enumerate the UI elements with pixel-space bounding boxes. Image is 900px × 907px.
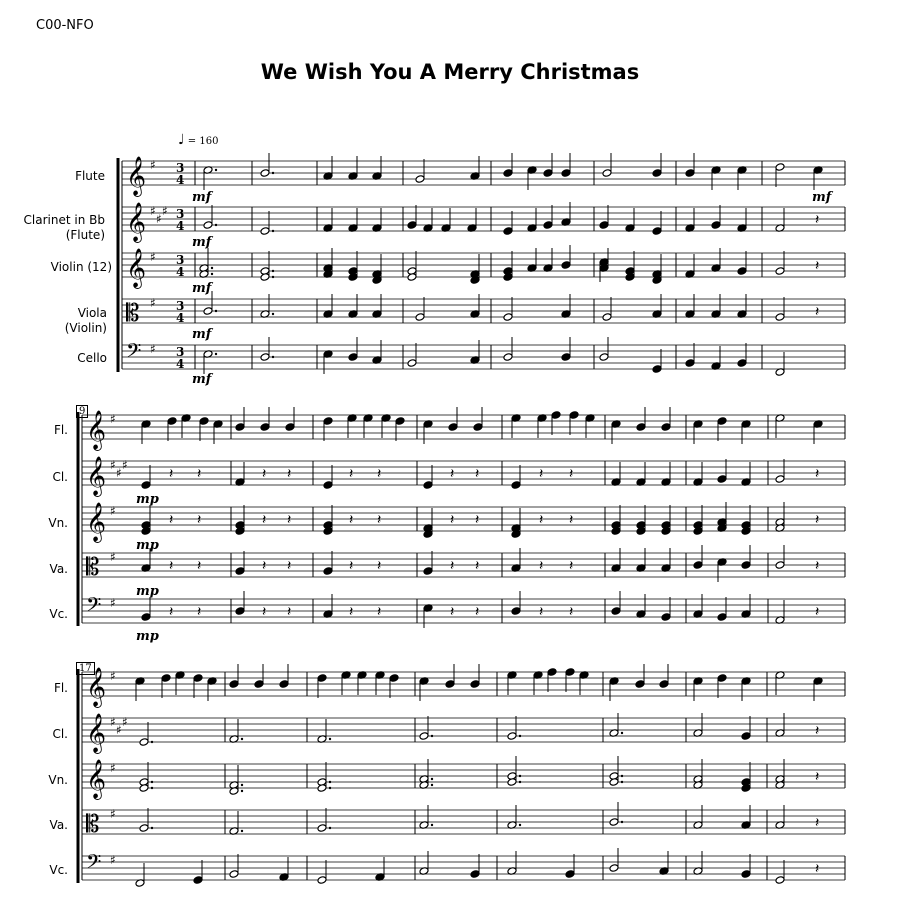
note-head: [161, 674, 171, 683]
note-head: [260, 227, 270, 236]
note-head: [625, 273, 635, 282]
dynamic-marking: mf: [192, 281, 212, 296]
instrument-label-flute-abbr: Fl.: [53, 423, 68, 437]
note-dot: [211, 267, 213, 269]
note-head: [415, 175, 425, 184]
sharp-icon: ♯: [116, 723, 122, 737]
note-dot: [241, 830, 243, 832]
note-head: [235, 527, 245, 536]
quarter-rest-icon: 𝄽: [569, 604, 574, 620]
quarter-rest-icon: 𝄽: [539, 512, 544, 528]
note-head: [235, 567, 245, 576]
note-dot: [241, 738, 243, 740]
note-head: [685, 169, 695, 178]
note-head: [415, 313, 425, 322]
quarter-rest-icon: 𝄽: [539, 604, 544, 620]
quarter-rest-icon: 𝄽: [169, 466, 174, 482]
note-head: [561, 261, 571, 270]
quarter-rest-icon: 𝄽: [569, 512, 574, 528]
note-head: [141, 481, 151, 490]
treble-clef-icon: 𝄞: [86, 410, 107, 450]
note-head: [141, 613, 151, 622]
note-head: [636, 527, 646, 536]
sharp-icon: ♯: [110, 807, 116, 821]
instrument-label-flute: Flute: [75, 169, 105, 183]
treble-clef-icon: 𝄞: [126, 248, 147, 288]
sharp-icon: ♯: [150, 342, 156, 356]
measure-number: 17: [76, 662, 95, 675]
note-head: [141, 527, 151, 536]
note-head: [507, 778, 517, 787]
note-head: [737, 359, 747, 368]
note-head: [235, 607, 245, 616]
quarter-rest-icon: 𝄽: [262, 558, 267, 574]
note-head: [407, 221, 417, 230]
dynamic-marking: mp: [136, 492, 159, 507]
note-dot: [329, 781, 331, 783]
note-head: [203, 221, 213, 230]
sharp-icon: ♯: [110, 550, 116, 564]
quarter-rest-icon: 𝄽: [377, 466, 382, 482]
note-head: [167, 417, 177, 426]
alto-clef-icon: 𝄡: [126, 299, 140, 327]
note-head: [229, 680, 239, 689]
note-dot: [519, 735, 521, 737]
note-head: [323, 417, 333, 426]
sharp-icon: ♯: [110, 596, 116, 610]
bass-clef-icon: 𝄢: [126, 339, 142, 367]
note-head: [717, 674, 727, 683]
note-head: [609, 778, 619, 787]
note-dot: [272, 172, 274, 174]
note-head: [609, 818, 619, 827]
time-signature: 3: [176, 207, 185, 221]
note-head: [636, 423, 646, 432]
note-head: [229, 870, 239, 879]
quarter-rest-icon: 𝄽: [349, 558, 354, 574]
instrument-label-violin-abbr: Vn.: [48, 516, 68, 530]
note-head: [717, 613, 727, 622]
treble-clef-icon: 𝄞: [86, 713, 107, 753]
note-head: [423, 481, 433, 490]
note-head: [569, 411, 579, 420]
note-head: [693, 527, 703, 536]
note-head: [543, 169, 553, 178]
note-head: [561, 169, 571, 178]
note-head: [317, 824, 327, 833]
quarter-rest-icon: 𝄽: [569, 558, 574, 574]
note-head: [503, 313, 513, 322]
note-head: [561, 353, 571, 362]
note-dot: [431, 784, 433, 786]
quarter-rest-icon: 𝄽: [475, 558, 480, 574]
note-head: [507, 732, 517, 741]
quarter-rest-icon: 𝄽: [475, 466, 480, 482]
note-dot: [151, 781, 153, 783]
quarter-rest-icon: 𝄽: [815, 723, 820, 739]
note-dot: [519, 781, 521, 783]
note-head: [235, 423, 245, 432]
dynamic-marking: mf: [192, 327, 212, 342]
note-dot: [215, 224, 217, 226]
note-dot: [151, 827, 153, 829]
note-head: [775, 163, 785, 172]
note-head: [602, 169, 612, 178]
note-head: [473, 423, 483, 432]
note-head: [741, 732, 751, 741]
note-head: [419, 732, 429, 741]
note-head: [551, 411, 561, 420]
note-head: [711, 221, 721, 230]
note-head: [659, 680, 669, 689]
note-head: [193, 674, 203, 683]
treble-clef-icon: 𝄞: [126, 202, 147, 242]
note-dot: [272, 276, 274, 278]
quarter-rest-icon: 𝄽: [349, 466, 354, 482]
bass-clef-icon: 𝄢: [86, 850, 102, 878]
note-head: [503, 227, 513, 236]
note-dot: [329, 827, 331, 829]
quarter-rest-icon: 𝄽: [475, 604, 480, 620]
note-head: [693, 561, 703, 570]
staff-lines: [78, 156, 845, 883]
instrument-label-cello-abbr: Vc.: [49, 863, 68, 877]
note-dot: [621, 775, 623, 777]
time-signature: 3: [176, 299, 185, 313]
note-head: [193, 876, 203, 885]
dynamic-marking: mp: [136, 629, 159, 644]
note-head: [611, 607, 621, 616]
note-dot: [272, 270, 274, 272]
note-head: [611, 527, 621, 536]
quarter-rest-icon: 𝄽: [569, 466, 574, 482]
note-dot: [431, 778, 433, 780]
time-signature: 4: [176, 357, 185, 371]
quarter-rest-icon: 𝄽: [450, 604, 455, 620]
quarter-rest-icon: 𝄽: [349, 512, 354, 528]
note-dot: [431, 735, 433, 737]
quarter-rest-icon: 𝄽: [197, 558, 202, 574]
note-head: [389, 674, 399, 683]
quarter-rest-icon: 𝄽: [815, 212, 820, 228]
note-dot: [329, 787, 331, 789]
quarter-rest-icon: 𝄽: [815, 604, 820, 620]
note-head: [445, 680, 455, 689]
quarter-rest-icon: 𝄽: [815, 815, 820, 831]
treble-clef-icon: 𝄞: [86, 456, 107, 496]
treble-clef-icon: 𝄞: [126, 156, 147, 196]
note-head: [599, 221, 609, 230]
tempo-value: = 160: [187, 136, 219, 147]
note-head: [254, 680, 264, 689]
quarter-rest-icon: 𝄽: [197, 512, 202, 528]
note-head: [775, 267, 785, 276]
dynamic-marking: mf: [192, 190, 212, 205]
quarter-note-icon: ♩: [178, 132, 185, 148]
time-signature: 4: [176, 265, 185, 279]
sharp-icon: ♯: [110, 669, 116, 683]
note-head: [652, 365, 662, 374]
note-head: [503, 169, 513, 178]
instrument-label-violin: Violin (12): [50, 260, 112, 274]
note-head: [139, 738, 149, 747]
dynamic-marking: mf: [192, 372, 212, 387]
note-dot: [621, 821, 623, 823]
note-dot: [272, 356, 274, 358]
quarter-rest-icon: 𝄽: [450, 512, 455, 528]
note-head: [260, 169, 270, 178]
quarter-rest-icon: 𝄽: [169, 558, 174, 574]
note-head: [395, 417, 405, 426]
treble-clef-icon: 𝄞: [86, 667, 107, 707]
note-dot: [621, 732, 623, 734]
note-dot: [272, 230, 274, 232]
quarter-rest-icon: 𝄽: [377, 558, 382, 574]
sharp-icon: ♯: [110, 504, 116, 518]
quarter-rest-icon: 𝄽: [815, 769, 820, 785]
note-head: [775, 475, 785, 484]
note-head: [503, 353, 513, 362]
note-head: [565, 668, 575, 677]
sharp-icon: ♯: [110, 458, 116, 472]
note-head: [602, 313, 612, 322]
dynamic-marking: mf: [812, 190, 832, 205]
sharp-icon: ♯: [122, 715, 128, 729]
instrument-label-cello: Cello: [77, 351, 107, 365]
sharp-icon: ♯: [110, 412, 116, 426]
note-head: [323, 567, 333, 576]
note-dot: [151, 787, 153, 789]
quarter-rest-icon: 𝄽: [815, 466, 820, 482]
sharp-icon: ♯: [150, 204, 156, 218]
quarter-rest-icon: 𝄽: [539, 466, 544, 482]
sharp-icon: ♯: [110, 715, 116, 729]
note-head: [661, 423, 671, 432]
note-head: [323, 527, 333, 536]
score-title: We Wish You A Merry Christmas: [260, 60, 640, 84]
note-head: [565, 870, 575, 879]
instrument-label-clarinet: Clarinet in Bb (Flute): [23, 213, 105, 242]
note-dot: [621, 781, 623, 783]
quarter-rest-icon: 𝄽: [539, 558, 544, 574]
sharp-icon: ♯: [150, 250, 156, 264]
note-head: [470, 680, 480, 689]
note-head: [609, 864, 619, 873]
note-head: [317, 876, 327, 885]
instrument-label-violin-abbr: Vn.: [48, 773, 68, 787]
alto-clef-icon: 𝄡: [86, 810, 100, 838]
note-head: [511, 607, 521, 616]
sharp-icon: ♯: [122, 458, 128, 472]
quarter-rest-icon: 𝄽: [377, 604, 382, 620]
quarter-rest-icon: 𝄽: [815, 861, 820, 877]
note-head: [423, 567, 433, 576]
quarter-rest-icon: 𝄽: [197, 466, 202, 482]
instrument-label-viola-abbr: Va.: [49, 818, 68, 832]
time-signature: 3: [176, 161, 185, 175]
note-head: [348, 273, 358, 282]
note-head: [139, 784, 149, 793]
quarter-rest-icon: 𝄽: [349, 604, 354, 620]
note-dot: [519, 775, 521, 777]
quarter-rest-icon: 𝄽: [815, 558, 820, 574]
note-dot: [519, 824, 521, 826]
notes-layer: [135, 153, 823, 887]
instrument-label-flute-abbr: Fl.: [53, 681, 68, 695]
instrument-label-cello-abbr: Vc.: [49, 607, 68, 621]
quarter-rest-icon: 𝄽: [287, 512, 292, 528]
note-dot: [215, 353, 217, 355]
bass-clef-icon: 𝄢: [86, 593, 102, 621]
quarter-rest-icon: 𝄽: [262, 466, 267, 482]
sharp-icon: ♯: [110, 853, 116, 867]
note-head: [260, 423, 270, 432]
sharp-icon: ♯: [116, 466, 122, 480]
note-head: [511, 481, 521, 490]
note-head: [323, 481, 333, 490]
quarter-rest-icon: 𝄽: [450, 466, 455, 482]
note-head: [348, 353, 358, 362]
time-signature: 4: [176, 219, 185, 233]
note-head: [775, 313, 785, 322]
dynamic-marking: mf: [192, 235, 212, 250]
note-head: [139, 824, 149, 833]
sharp-icon: ♯: [150, 296, 156, 310]
note-head: [407, 359, 417, 368]
sharp-icon: ♯: [162, 204, 168, 218]
note-head: [717, 475, 727, 484]
quarter-rest-icon: 𝄽: [377, 512, 382, 528]
note-dot: [211, 273, 213, 275]
note-head: [741, 561, 751, 570]
sharp-icon: ♯: [110, 761, 116, 775]
note-head: [448, 423, 458, 432]
note-head: [260, 273, 270, 282]
sharp-icon: ♯: [156, 212, 162, 226]
time-signature: 3: [176, 253, 185, 267]
instrument-label-viola: Viola (Violin): [64, 306, 107, 335]
note-dot: [215, 310, 217, 312]
note-head: [203, 307, 213, 316]
note-dot: [151, 741, 153, 743]
note-dot: [241, 784, 243, 786]
document-code: C00-NFO: [36, 18, 94, 33]
note-head: [775, 561, 785, 570]
note-head: [652, 227, 662, 236]
quarter-rest-icon: 𝄽: [197, 604, 202, 620]
sharp-icon: ♯: [150, 158, 156, 172]
note-head: [717, 417, 727, 426]
note-head: [407, 273, 417, 282]
note-head: [737, 267, 747, 276]
treble-clef-icon: 𝄞: [86, 502, 107, 542]
note-head: [741, 527, 751, 536]
note-head: [685, 359, 695, 368]
quarter-rest-icon: 𝄽: [262, 604, 267, 620]
note-head: [775, 876, 785, 885]
dynamic-marking: mp: [136, 584, 159, 599]
note-dot: [241, 790, 243, 792]
alto-clef-icon: 𝄡: [86, 553, 100, 581]
note-head: [741, 784, 751, 793]
note-dot: [431, 824, 433, 826]
quarter-rest-icon: 𝄽: [815, 512, 820, 528]
note-head: [741, 870, 751, 879]
note-head: [470, 870, 480, 879]
note-head: [317, 784, 327, 793]
note-head: [503, 273, 513, 282]
note-head: [279, 680, 289, 689]
quarter-rest-icon: 𝄽: [815, 304, 820, 320]
time-signature: 4: [176, 173, 185, 187]
quarter-rest-icon: 𝄽: [169, 604, 174, 620]
note-head: [661, 527, 671, 536]
quarter-rest-icon: 𝄽: [169, 512, 174, 528]
note-head: [285, 423, 295, 432]
quarter-rest-icon: 𝄽: [262, 512, 267, 528]
note-dot: [215, 169, 217, 171]
note-head: [543, 221, 553, 230]
note-head: [635, 680, 645, 689]
note-dot: [272, 313, 274, 315]
dynamic-marking: mp: [136, 538, 159, 553]
note-head: [599, 353, 609, 362]
note-head: [260, 353, 270, 362]
note-head: [199, 417, 209, 426]
quarter-rest-icon: 𝄽: [287, 466, 292, 482]
measure-number: 9: [76, 405, 88, 418]
time-signature: 4: [176, 311, 185, 325]
quarter-rest-icon: 𝄽: [475, 512, 480, 528]
note-dot: [329, 738, 331, 740]
treble-clef-icon: 𝄞: [86, 759, 107, 799]
note-head: [652, 169, 662, 178]
instrument-label-clarinet-abbr: Cl.: [52, 470, 68, 484]
quarter-rest-icon: 𝄽: [450, 558, 455, 574]
quarter-rest-icon: 𝄽: [815, 258, 820, 274]
note-head: [661, 613, 671, 622]
quarter-rest-icon: 𝄽: [287, 604, 292, 620]
instrument-label-clarinet-abbr: Cl.: [52, 727, 68, 741]
note-head: [317, 674, 327, 683]
quarter-rest-icon: 𝄽: [287, 558, 292, 574]
instrument-label-viola-abbr: Va.: [49, 562, 68, 576]
note-head: [547, 668, 557, 677]
time-signature: 3: [176, 345, 185, 359]
